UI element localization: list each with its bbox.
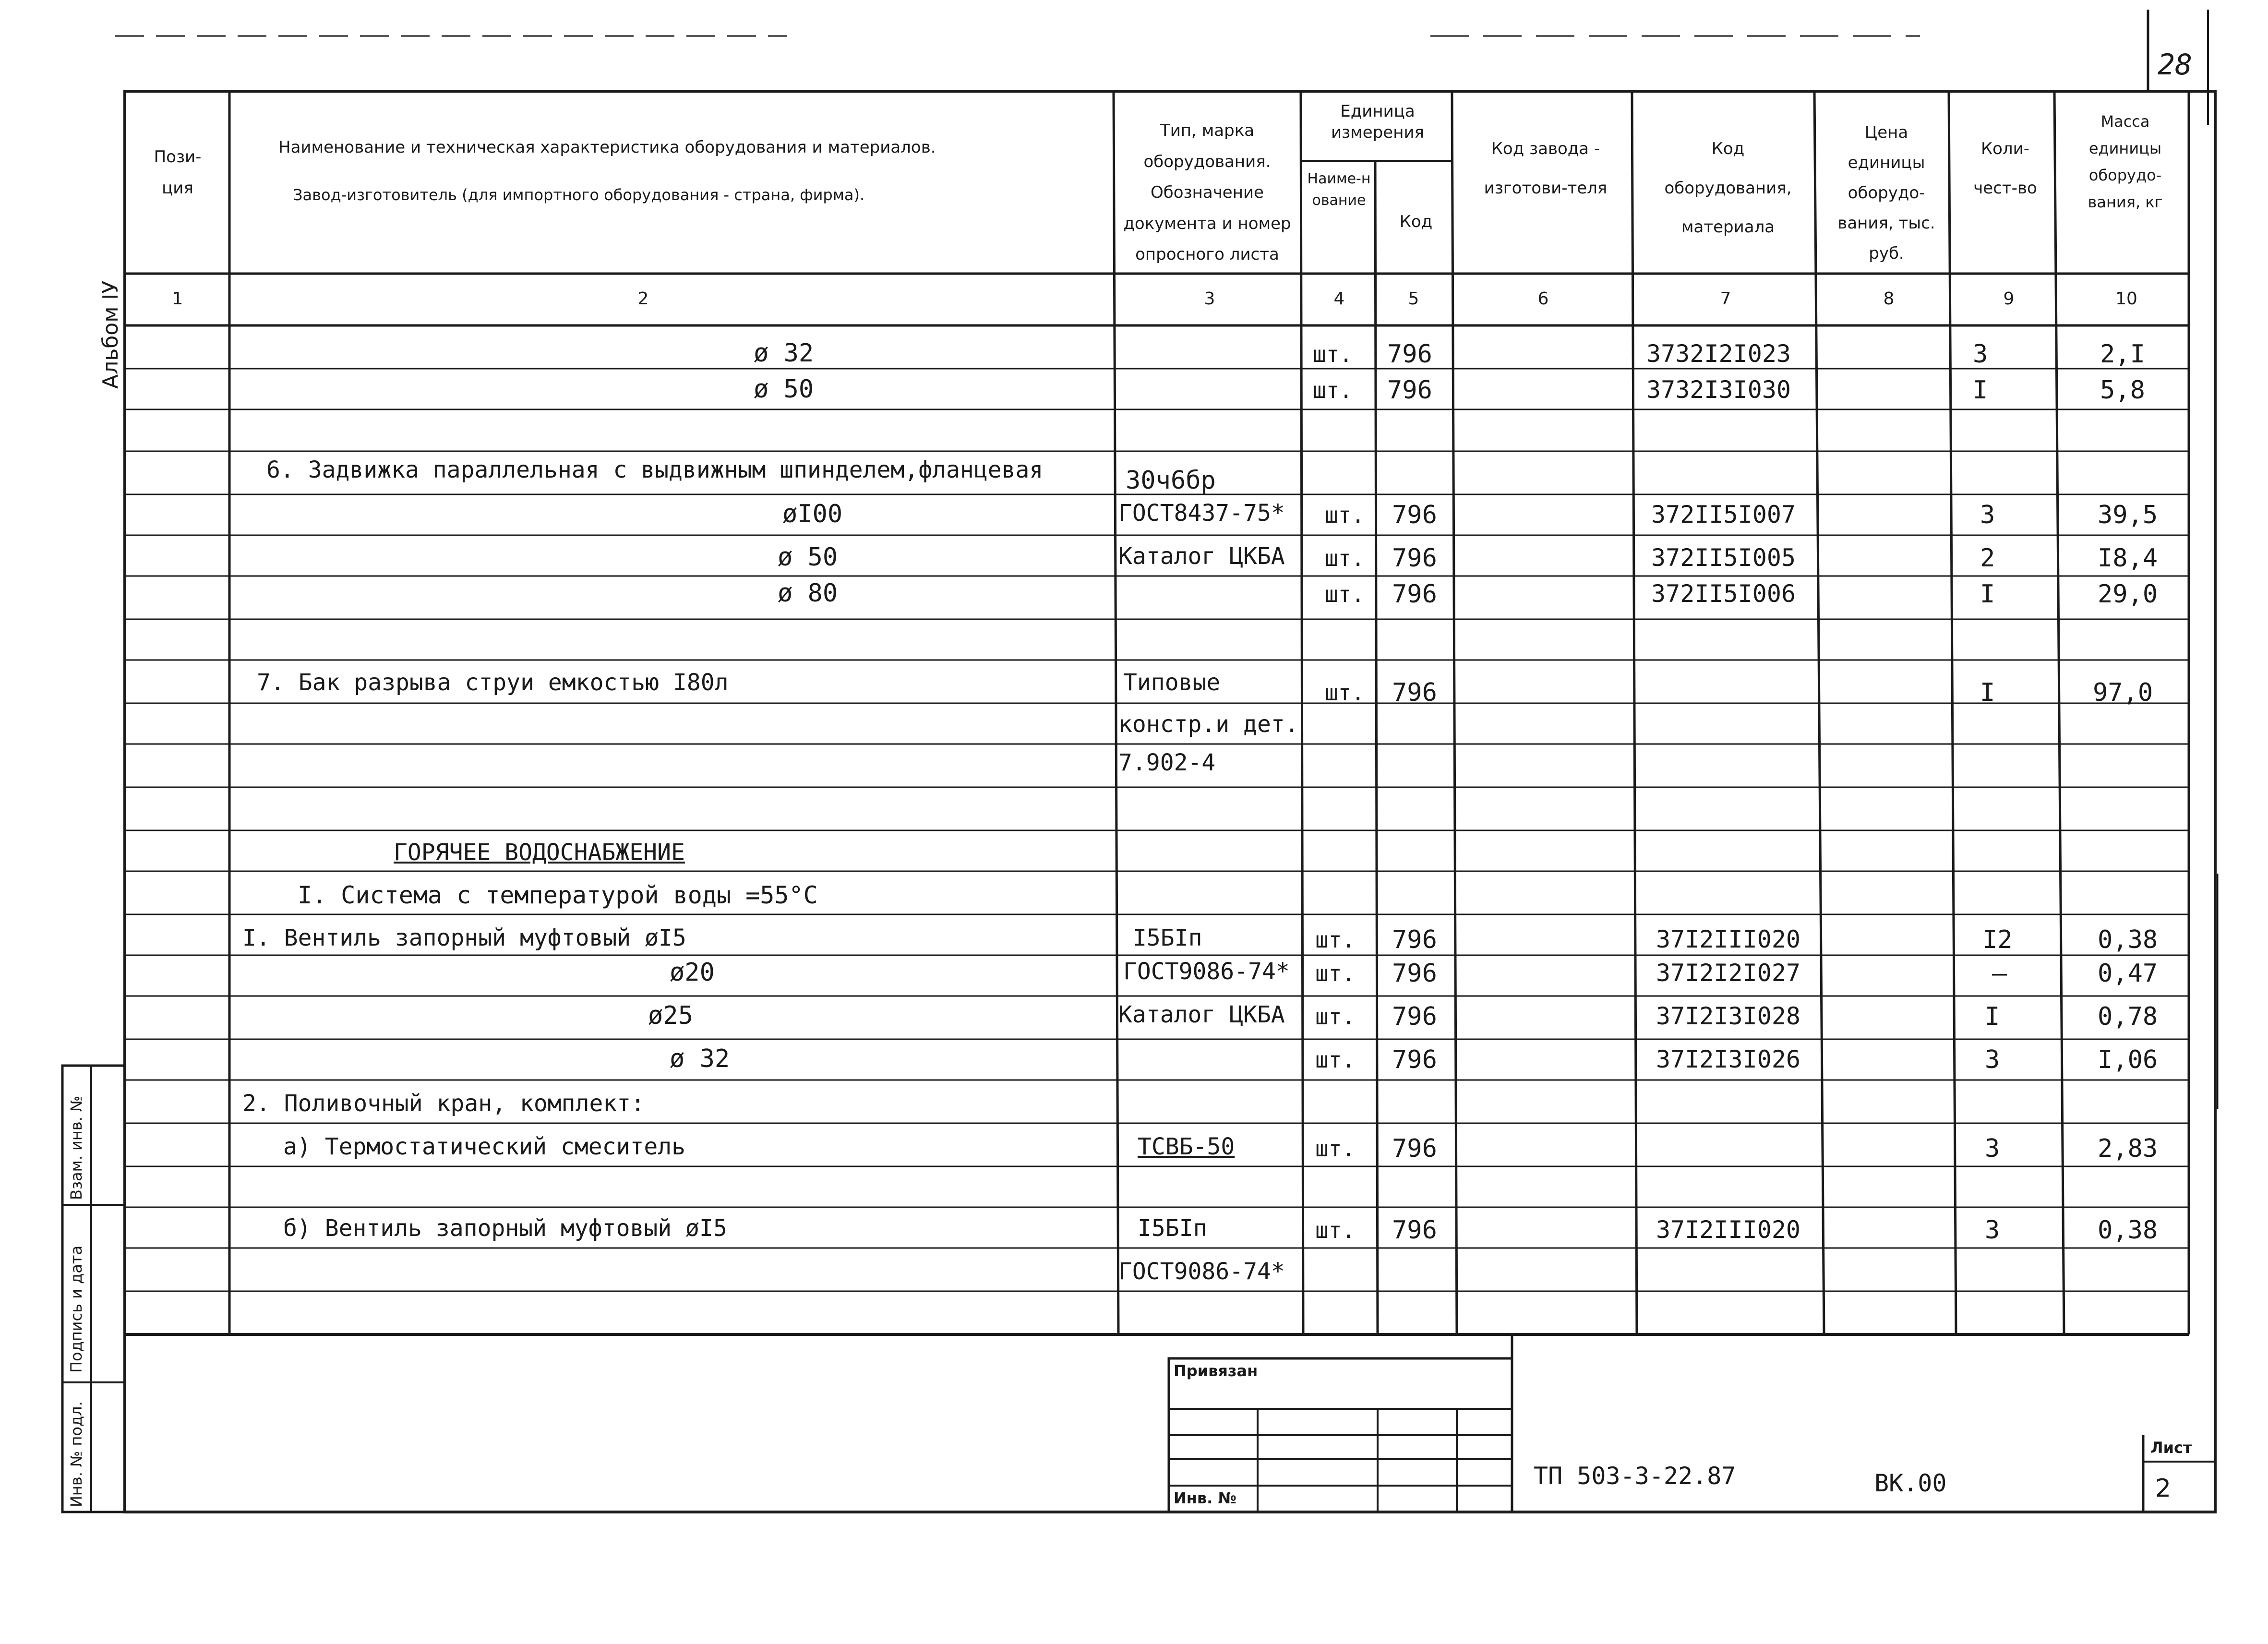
header-quantity: Коли-чест-во	[1973, 139, 2037, 198]
table-row-type: 30ч6бр	[1126, 466, 1216, 495]
table-row-unit: шт.	[1315, 1004, 1356, 1030]
table-row-unit: шт.	[1315, 1217, 1356, 1243]
header-unit-group: Единица измерения	[1331, 102, 1425, 143]
table-row-mass: 2,83	[2098, 1134, 2158, 1163]
table-row-mass: 0,47	[2098, 959, 2158, 988]
table-row-unit-code: 796	[1392, 925, 1437, 954]
header-type: Тип, марка оборудования. Обозначение документа и номер опросного листа	[1123, 121, 1291, 264]
table-row-qty: I	[1985, 1002, 2000, 1031]
table-row-type: Каталог ЦКБА	[1118, 1001, 1285, 1028]
col-number-1: 1	[172, 289, 183, 309]
table-row-unit: шт.	[1325, 680, 1365, 706]
table-row-unit: шт.	[1313, 341, 1353, 367]
sheet-number: 2	[2155, 1474, 2172, 1503]
col-number-7: 7	[1720, 289, 1731, 309]
header-unit-name: Наиме-нование	[1307, 170, 1371, 209]
col-number-2: 2	[637, 289, 649, 309]
col-number-5: 5	[1408, 289, 1419, 309]
table-row-equipment-code: 372II5I006	[1651, 580, 1796, 608]
section-heading: ГОРЯЧЕЕ ВОДОСНАБЖЕНИЕ	[394, 839, 685, 866]
table-row-unit-code: 796	[1387, 376, 1432, 405]
table-row-qty: 3	[1980, 501, 1995, 529]
table-row-unit: шт.	[1313, 377, 1353, 403]
table-row-unit-code: 796	[1392, 1045, 1437, 1074]
table-row-qty: I2	[1982, 925, 2013, 954]
header-unit-code: Код	[1399, 212, 1433, 231]
section-code: ВК.00	[1874, 1469, 1947, 1497]
page-number-top: 28	[2158, 48, 2193, 82]
table-row-equipment-code: 37I2III020	[1656, 925, 1801, 953]
col-number-10: 10	[2115, 289, 2137, 309]
table-row-qty: –	[1992, 959, 2007, 988]
table-row-name: ø25	[648, 1001, 693, 1030]
table-row-equipment-code: 37I2I2I027	[1656, 959, 1801, 987]
table-row-name: 6. Задвижка параллельная с выдвижным шпинделем,фланцевая	[266, 456, 1044, 483]
table-row-unit-code: 796	[1392, 544, 1437, 573]
table-row-qty: 2	[1980, 544, 1995, 573]
table-row-equipment-code: 37I2I3I028	[1656, 1002, 1801, 1030]
table-row-mass: 97,0	[2093, 678, 2153, 707]
table-row-type: I5БIп	[1133, 924, 1202, 951]
table-row-unit-code: 796	[1392, 959, 1437, 988]
table-row-name: ø 80	[778, 579, 838, 608]
stamp-original-inv: Инв. № подл.	[67, 1401, 85, 1507]
table-row-unit: шт.	[1315, 960, 1356, 986]
table-row-mass: 0,38	[2098, 1216, 2158, 1245]
table-row-unit-code: 796	[1387, 340, 1432, 369]
table-row-name: ø 50	[754, 375, 814, 404]
stamp-signature-date: Подпись и дата	[67, 1245, 85, 1373]
table-row-type: ГОСТ9086-74*	[1123, 958, 1290, 985]
table-row-mass: 0,38	[2098, 925, 2158, 954]
title-block-inv-no: Инв. №	[1174, 1489, 1236, 1507]
col-number-8: 8	[1883, 289, 1895, 309]
table-row-unit-code: 796	[1392, 678, 1437, 707]
table-row-unit-code: 796	[1392, 501, 1437, 529]
table-row-equipment-code: 3732I3I030	[1646, 376, 1791, 404]
table-row-qty: I	[1973, 376, 1988, 405]
table-row-type: констр.и дет.	[1118, 711, 1299, 738]
header-price: Цена единицы оборудо-вания, тыс. руб.	[1837, 123, 1935, 263]
album-label: Альбом IУ	[98, 280, 123, 389]
table-row-name: а) Термостатический смеситель	[283, 1133, 686, 1160]
col-number-4: 4	[1333, 289, 1345, 309]
table-row-qty: 3	[1973, 340, 1988, 369]
table-row-mass: I8,4	[2098, 544, 2158, 573]
table-row-unit-code: 796	[1392, 1216, 1437, 1245]
table-row-name: 2. Поливочный кран, комплект:	[242, 1090, 645, 1117]
table-row-equipment-code: 3732I2I023	[1646, 340, 1791, 368]
table-row-name: ø 50	[778, 543, 838, 572]
header-mass: Масса единицы оборудо-вания, кг	[2088, 112, 2163, 211]
subsection-heading: I. Система с температурой воды =55°C	[298, 881, 818, 909]
table-row-unit: шт.	[1325, 545, 1365, 571]
header-name-line1: Наименование и техническая характеристика оборудования и материалов.	[278, 138, 936, 157]
table-row-equipment-code: 37I2III020	[1656, 1216, 1801, 1244]
header-name-line2: Завод-изготовитель (для импортного оборудования - страна, фирма).	[293, 186, 865, 204]
col-number-6: 6	[1537, 289, 1549, 309]
table-row-name: ø 32	[754, 339, 814, 368]
table-row-unit: шт.	[1325, 581, 1365, 607]
table-row-unit-code: 796	[1392, 580, 1437, 609]
table-row-mass: 0,78	[2098, 1002, 2158, 1031]
table-row-equipment-code: 372II5I005	[1651, 544, 1796, 572]
table-row-name: б) Вентиль запорный муфтовый øI5	[283, 1215, 727, 1242]
table-row-equipment-code: 37I2I3I026	[1656, 1045, 1801, 1073]
table-row-type: Типовые	[1123, 669, 1221, 696]
table-row-unit: шт.	[1315, 1136, 1356, 1162]
table-row-type: ГОСТ8437-75*	[1118, 500, 1285, 527]
table-row-name: ø20	[670, 958, 715, 987]
table-row-equipment-code: 372II5I007	[1651, 501, 1796, 528]
document-code: ТП 503-3-22.87	[1534, 1462, 1736, 1490]
table-row-qty: 3	[1985, 1216, 2000, 1245]
table-row-unit-code: 796	[1392, 1134, 1437, 1163]
table-row-name: 7. Бак разрыва струи емкостью I80л	[257, 669, 729, 696]
table-row-mass: 5,8	[2100, 376, 2145, 405]
header-position: Пози- ция	[154, 147, 202, 198]
table-row-type: Каталог ЦКБА	[1118, 543, 1285, 570]
sheet-label: Лист	[2150, 1439, 2192, 1457]
table-row-qty: I	[1980, 580, 1995, 609]
table-row-unit-code: 796	[1392, 1002, 1437, 1031]
table-row-qty: 3	[1985, 1045, 2000, 1074]
table-row-name: I. Вентиль запорный муфтовый øI5	[242, 924, 686, 951]
table-row-name: ø 32	[670, 1044, 730, 1073]
table-row-type: 7.902-4	[1118, 749, 1216, 776]
table-row-qty: 3	[1985, 1134, 2000, 1163]
col-number-9: 9	[2003, 289, 2015, 309]
table-row-name: øI00	[782, 500, 843, 528]
table-row-type: I5БIп	[1138, 1215, 1207, 1242]
table-row-unit: шт.	[1315, 1047, 1356, 1073]
table-row-type: ТСВБ-50	[1138, 1133, 1235, 1160]
header-equipment-code: Код оборудования, материала	[1664, 139, 1792, 237]
table-row-unit: шт.	[1325, 502, 1365, 528]
col-number-3: 3	[1204, 289, 1215, 309]
table-row-mass: 29,0	[2098, 580, 2158, 609]
table-row-mass: 39,5	[2098, 501, 2158, 529]
stamp-replaced-inv: Взам. инв. №	[67, 1095, 85, 1200]
table-row-qty: I	[1980, 678, 1995, 707]
title-block-linked: Привязан	[1174, 1362, 1258, 1380]
table-row-mass: 2,I	[2100, 340, 2145, 369]
table-row-type: ГОСТ9086-74*	[1118, 1258, 1285, 1285]
header-factory-code: Код завода - изготови-теля	[1484, 139, 1608, 198]
table-row-unit: шт.	[1315, 927, 1356, 953]
table-row-mass: I,06	[2098, 1045, 2158, 1074]
